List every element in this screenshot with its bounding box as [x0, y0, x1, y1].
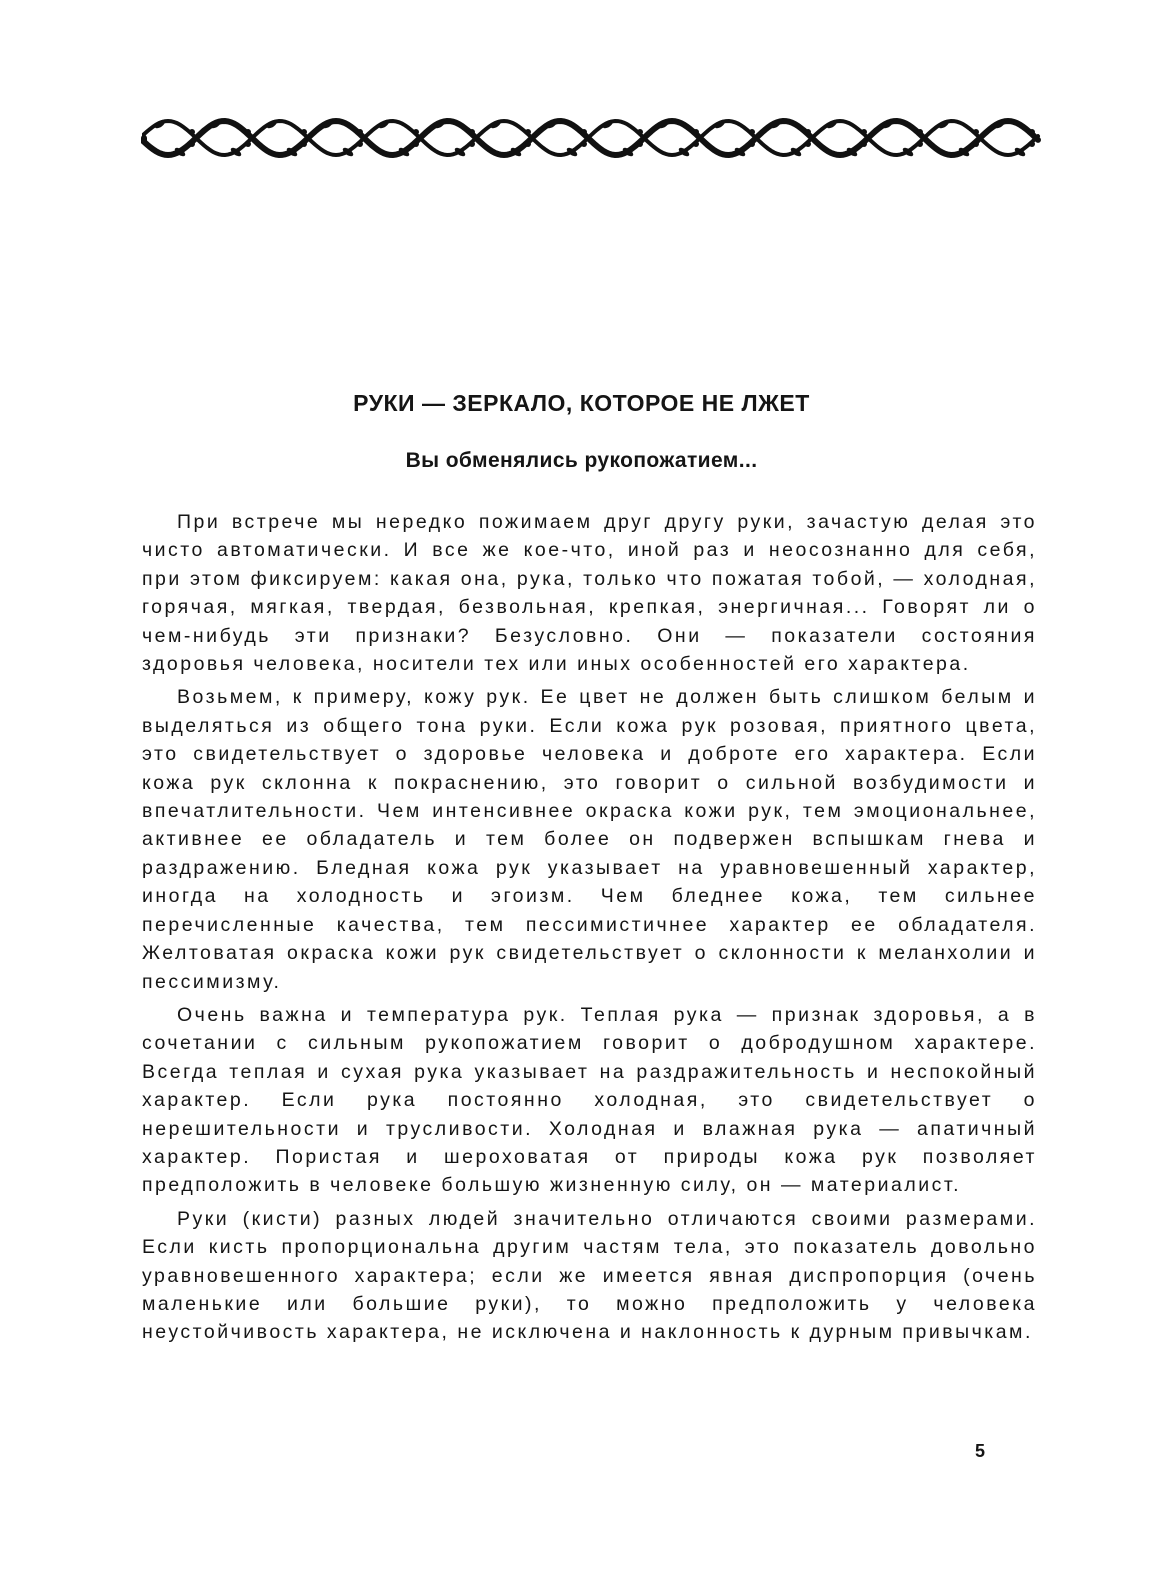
paragraph: Возьмем, к примеру, кожу рук. Ее цвет не должен быть слишком белым и выделяться из общего тона руки. Если кожа рук розовая, приятного цвета, это свидетельствует о здоровье человека и доброте его характера. Если кожа рук склонна к покраснению, это говорит о сильной возбудимости и впечатлительности. Чем интенсивнее окраска кожи рук, тем эмоциональнее, активнее ее обладатель и тем более он подвержен вспышкам гнева и раздражению. Бледная кожа рук указывает на уравновешенный характер, иногда на холодность и эгоизм. Чем бледнее кожа, тем сильнее перечисленные качества, тем пессимистичнее характер ее обладателя. Желтоватая окраска кожи рук свидетельствует о склонности к меланхолии и пессимизму. — [142, 686, 1037, 993]
vine-curl — [581, 129, 587, 135]
section-subtitle: Вы обменялись рукопожатием... — [405, 449, 758, 472]
vine-curl — [301, 141, 307, 147]
vine-curl — [749, 141, 755, 147]
vine-curl — [973, 129, 979, 135]
vine-curl — [413, 129, 419, 135]
vine-curl — [805, 141, 811, 147]
vine-curl — [861, 141, 867, 147]
vine-curl — [805, 129, 811, 135]
vine-curl — [693, 129, 699, 135]
vine-curl — [693, 141, 699, 147]
vine-curl — [1029, 129, 1035, 135]
body-text — [142, 508, 1037, 1352]
vine-curl — [413, 141, 419, 147]
vine-curl — [917, 141, 923, 147]
vine-curl — [357, 141, 363, 147]
vine-curl — [189, 141, 195, 147]
decorative-vine-ornament — [140, 110, 1044, 166]
vine-curl — [581, 141, 587, 147]
paragraph: При встрече мы нередко пожимаем друг другу руки, зачастую делая это чисто автоматически. И все же кое-что, иной раз и неосознанно для себя, при этом фиксируем: какая она, рука, только что пожатая тобой, — холодная, горячая, мягкая, твердая, безвольная, крепкая, энергичная... Говорят ли о чем-нибудь эти признаки? Безусловно. Они — показатели состояния здоровья человека, носители тех или иных особенностей его характера. — [142, 511, 1037, 676]
vine-curl — [861, 129, 867, 135]
vine-curl — [245, 129, 251, 135]
vine-curl — [469, 141, 475, 147]
vine-curl — [637, 141, 643, 147]
vine-curl — [917, 129, 923, 135]
vine-curl — [525, 129, 531, 135]
vine-curl — [357, 129, 363, 135]
vine-curl — [245, 141, 251, 147]
page-number: 5 — [975, 1441, 986, 1461]
vine-curl — [637, 129, 643, 135]
paragraph: Очень важна и температура рук. Теплая рука — признак здоровья, а в сочетании с сильным рукопожатием говорит о добродушном характере. Всегда теплая и сухая рука указывает на раздражительность и неспокойный характер. Если рука постоянно холодная, это свидетельствует о нерешительности и трусливости. Холодная и влажная рука — апатичный характер. Пористая и шероховатая от природы кожа рук позволяет предположить в человеке большую жизненную силу, он — материалист. — [142, 1003, 1037, 1197]
chapter-title: РУКИ — ЗЕРКАЛО, КОТОРОЕ НЕ ЛЖЕТ — [353, 390, 810, 416]
paragraph: Руки (кисти) разных людей значительно отличаются своими размерами. Если кисть пропорциональна другим частям тела, это показатель довольно уравновешенного характера; если же имеется явная диспропорция (очень маленькие или большие руки), то можно предположить у человека неустойчивость характера, не исключена и наклонность к дурным привычкам. — [142, 1207, 1037, 1344]
vine-curl — [1029, 141, 1035, 147]
vine-curl — [525, 141, 531, 147]
vine-curl — [189, 129, 195, 135]
vine-curl — [973, 141, 979, 147]
vine-curl — [749, 129, 755, 135]
vine-curl — [301, 129, 307, 135]
vine-curl — [469, 129, 475, 135]
